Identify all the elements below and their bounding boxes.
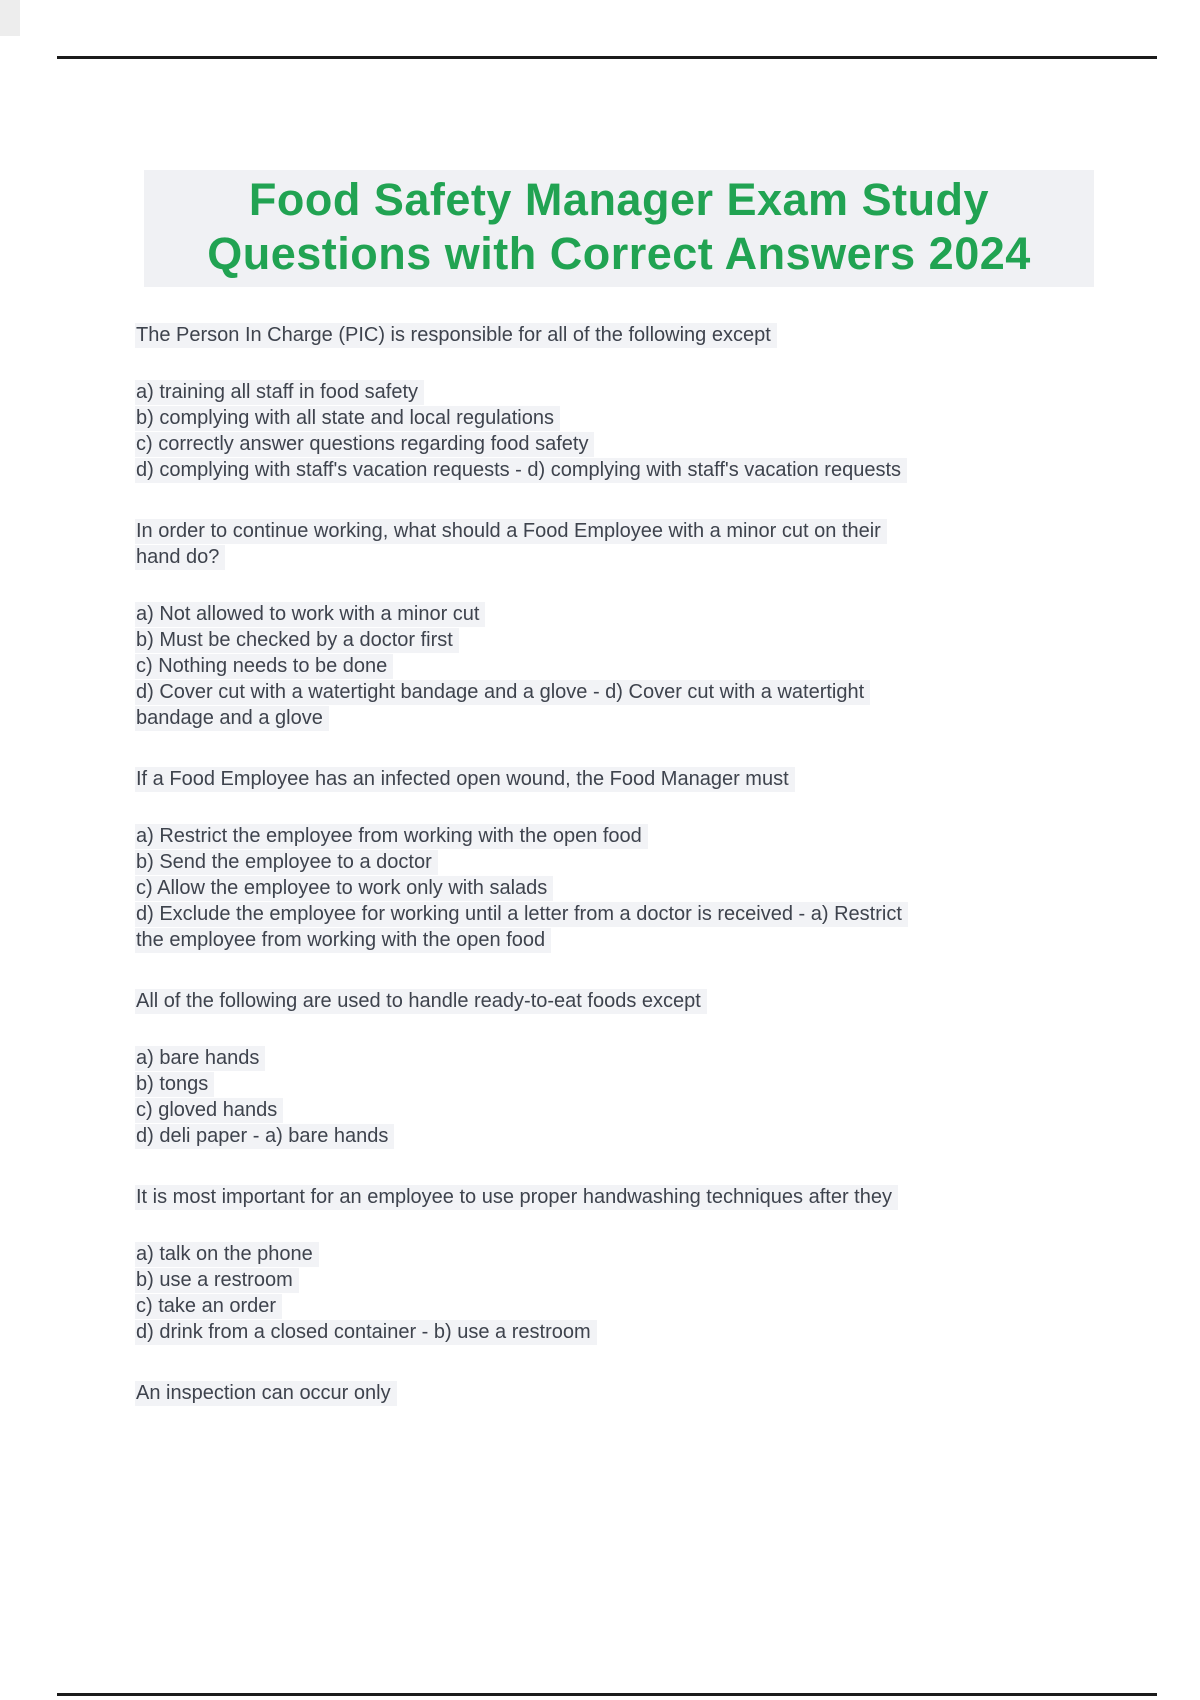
question-line — [135, 1184, 1135, 1210]
option-line — [135, 405, 1135, 431]
question-6 — [135, 1380, 1135, 1406]
option-line — [135, 1293, 1135, 1319]
option-text: b) tongs — [135, 1072, 214, 1097]
option-text: c) correctly answer questions regarding food safety — [135, 432, 594, 457]
option-line — [135, 901, 1135, 927]
qa-block-5 — [135, 1184, 1135, 1345]
option-line — [135, 601, 1135, 627]
option-line — [135, 1267, 1135, 1293]
option-line — [135, 627, 1135, 653]
option-line — [135, 1097, 1135, 1123]
option-text: b) Send the employee to a doctor — [135, 850, 438, 875]
qa-block-4 — [135, 988, 1135, 1149]
question-1-options — [135, 379, 1135, 483]
option-text: a) training all staff in food safety — [135, 380, 424, 405]
qa-block-1 — [135, 322, 1135, 483]
option-text: d) deli paper - a) bare hands — [135, 1124, 394, 1149]
option-text: d) Cover cut with a watertight bandage and a glove - d) Cover cut with a watertight — [135, 680, 870, 705]
option-line — [135, 1123, 1135, 1149]
option-text: b) Must be checked by a doctor first — [135, 628, 459, 653]
option-text: d) drink from a closed container - b) use a restroom — [135, 1320, 597, 1345]
option-line — [135, 1045, 1135, 1071]
question-2 — [135, 518, 1135, 570]
question-4-options — [135, 1045, 1135, 1149]
bottom-rule — [57, 1693, 1157, 1696]
question-text: If a Food Employee has an infected open wound, the Food Manager must — [135, 767, 795, 792]
question-text: An inspection can occur only — [135, 1381, 397, 1406]
option-line — [135, 379, 1135, 405]
qa-block-2 — [135, 518, 1135, 731]
question-line — [135, 322, 1135, 348]
option-text: c) gloved hands — [135, 1098, 283, 1123]
question-2-options — [135, 601, 1135, 731]
qa-block-6 — [135, 1380, 1135, 1406]
option-text: a) Not allowed to work with a minor cut — [135, 602, 485, 627]
qa-block-3 — [135, 766, 1135, 953]
document-title-block — [144, 170, 1094, 287]
option-line — [135, 823, 1135, 849]
option-text: c) Allow the employee to work only with salads — [135, 876, 553, 901]
option-line — [135, 653, 1135, 679]
question-4 — [135, 988, 1135, 1014]
document-body — [135, 322, 1135, 1406]
question-text: All of the following are used to handle ready-to-eat foods except — [135, 989, 707, 1014]
option-line — [135, 705, 1135, 731]
option-line — [135, 849, 1135, 875]
question-line — [135, 766, 1135, 792]
question-line — [135, 518, 1135, 544]
title-line-1: Food Safety Manager Exam Study — [248, 174, 990, 225]
title-line-2: Questions with Correct Answers 2024 — [207, 228, 1031, 279]
question-text: It is most important for an employee to use proper handwashing techniques after they — [135, 1185, 898, 1210]
question-1 — [135, 322, 1135, 348]
question-text: In order to continue working, what should a Food Employee with a minor cut on their — [135, 519, 887, 544]
option-line — [135, 457, 1135, 483]
option-line — [135, 927, 1135, 953]
option-line — [135, 1241, 1135, 1267]
option-text: a) bare hands — [135, 1046, 265, 1071]
question-5 — [135, 1184, 1135, 1210]
question-line — [135, 988, 1135, 1014]
question-line — [135, 1380, 1135, 1406]
option-text: a) Restrict the employee from working with the open food — [135, 824, 648, 849]
question-3 — [135, 766, 1135, 792]
option-text: b) use a restroom — [135, 1268, 299, 1293]
question-5-options — [135, 1241, 1135, 1345]
option-line — [135, 679, 1135, 705]
option-text: bandage and a glove — [135, 706, 329, 731]
scan-artifact — [0, 0, 20, 36]
option-text: the employee from working with the open food — [135, 928, 551, 953]
option-line — [135, 431, 1135, 457]
option-text: d) Exclude the employee for working until a letter from a doctor is received - a) Restrict — [135, 902, 908, 927]
option-text: c) Nothing needs to be done — [135, 654, 393, 679]
option-line — [135, 1071, 1135, 1097]
option-text: c) take an order — [135, 1294, 282, 1319]
option-text: a) talk on the phone — [135, 1242, 319, 1267]
option-text: d) complying with staff's vacation requests - d) complying with staff's vacation requests — [135, 458, 907, 483]
question-text: The Person In Charge (PIC) is responsible for all of the following except — [135, 323, 777, 348]
question-line — [135, 544, 1135, 570]
question-text: hand do? — [135, 545, 225, 570]
top-rule — [57, 56, 1157, 59]
option-line — [135, 1319, 1135, 1345]
question-3-options — [135, 823, 1135, 953]
option-text: b) complying with all state and local regulations — [135, 406, 560, 431]
option-line — [135, 875, 1135, 901]
